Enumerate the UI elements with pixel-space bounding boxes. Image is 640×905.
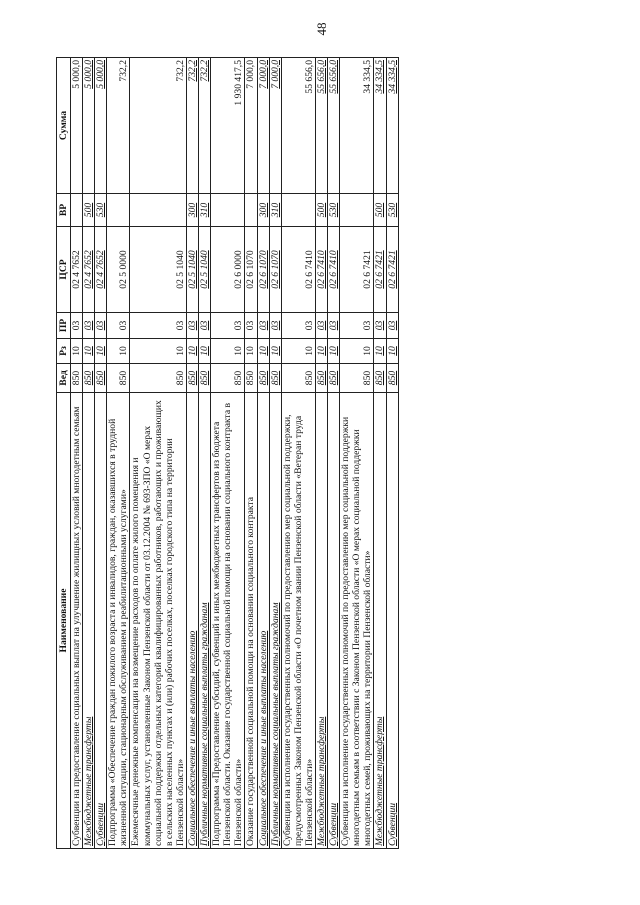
table-row xyxy=(83,58,95,849)
cell-ved: 850 xyxy=(315,364,327,393)
cell-ved: 850 xyxy=(186,364,198,393)
cell-ved: 850 xyxy=(281,364,315,393)
cell-name: Межбюджетные трансферты xyxy=(315,393,327,849)
cell-vr: 310 xyxy=(199,194,211,227)
cell-sum: 7 000,0 xyxy=(245,58,257,194)
cell-pr: 03 xyxy=(386,313,398,339)
cell-sum: 7 000,0 xyxy=(269,58,281,194)
cell-ved: 850 xyxy=(386,364,398,393)
cell-csr: 02 5 1040 xyxy=(130,227,186,313)
cell-name: Ежемесячные денежные компенсации на возмещение расходов по оплате жилого помещения и коммунальных услуг, установленные Законом Пензенской области от 03.12.2004 № 693-ЗПО «О мерах социальной поддержки отдельных категорий квалифицированных работников, работающих и проживающих в сельских населенных пунктах и (или) рабочих поселках, поселках городского типа на территории Пензенской области» xyxy=(130,393,186,849)
table-row xyxy=(130,58,186,849)
cell-sum: 55 656,0 xyxy=(281,58,315,194)
cell-name: Публичные нормативные социальные выплаты гражданам xyxy=(269,393,281,849)
table-row xyxy=(257,58,269,849)
table-row xyxy=(269,58,281,849)
table-row xyxy=(95,58,107,849)
table-row xyxy=(199,58,211,849)
cell-sum: 5 000,0 xyxy=(95,58,107,194)
cell-vr xyxy=(107,194,130,227)
cell-rz: 10 xyxy=(245,339,257,364)
budget-table-container xyxy=(56,58,588,849)
cell-ved: 850 xyxy=(83,364,95,393)
cell-name: Подпрограмма «Обеспечение граждан пожилого возраста и инвалидов, граждан, оказавшихся в трудной жизненной ситуации, стационарным обслуживанием и реабилитационными услугами» xyxy=(107,393,130,849)
cell-vr xyxy=(281,194,315,227)
cell-sum: 732,2 xyxy=(107,58,130,194)
header-name: Наименование xyxy=(57,393,71,849)
cell-ved: 850 xyxy=(245,364,257,393)
cell-sum: 55 656,0 xyxy=(315,58,327,194)
table-row xyxy=(245,58,257,849)
header-rz: Рз xyxy=(57,339,71,364)
cell-rz: 10 xyxy=(186,339,198,364)
cell-ved: 850 xyxy=(107,364,130,393)
cell-csr: 02 6 0000 xyxy=(211,227,245,313)
table-row xyxy=(211,58,245,849)
cell-name: Субвенции xyxy=(386,393,398,849)
cell-pr: 03 xyxy=(315,313,327,339)
cell-rz: 10 xyxy=(386,339,398,364)
cell-rz: 10 xyxy=(269,339,281,364)
cell-rz: 10 xyxy=(340,339,374,364)
cell-ved: 850 xyxy=(269,364,281,393)
cell-rz: 10 xyxy=(328,339,340,364)
table-row xyxy=(186,58,198,849)
cell-csr: 02 4 7652 xyxy=(83,227,95,313)
table-row xyxy=(281,58,315,849)
cell-vr xyxy=(130,194,186,227)
cell-vr: 500 xyxy=(315,194,327,227)
cell-csr: 02 6 7421 xyxy=(340,227,374,313)
cell-sum: 5 000,0 xyxy=(71,58,83,194)
cell-vr: 300 xyxy=(257,194,269,227)
cell-sum: 34 334,5 xyxy=(386,58,398,194)
table-row xyxy=(71,58,83,849)
cell-rz: 10 xyxy=(107,339,130,364)
cell-ved: 850 xyxy=(95,364,107,393)
cell-csr: 02 5 1040 xyxy=(186,227,198,313)
cell-name: Публичные нормативные социальные выплаты гражданам xyxy=(199,393,211,849)
cell-rz: 10 xyxy=(130,339,186,364)
cell-rz: 10 xyxy=(83,339,95,364)
cell-pr: 03 xyxy=(107,313,130,339)
cell-csr: 02 6 7421 xyxy=(374,227,386,313)
cell-pr: 03 xyxy=(71,313,83,339)
cell-sum: 55 656,0 xyxy=(328,58,340,194)
table-row xyxy=(107,58,130,849)
table-row xyxy=(340,58,374,849)
header-vr: ВР xyxy=(57,194,71,227)
cell-csr: 02 6 1070 xyxy=(245,227,257,313)
table-header-row xyxy=(57,58,71,849)
cell-csr: 02 4 7652 xyxy=(95,227,107,313)
cell-name: Субвенции на исполнение государственных полномочий по предоставлению мер социальной поддержки, предусмотренных Законом Пензенской области «О почетном звании Пензенской области «Ветеран труда Пензенской области» xyxy=(281,393,315,849)
cell-pr: 03 xyxy=(95,313,107,339)
cell-pr: 03 xyxy=(245,313,257,339)
cell-ved: 850 xyxy=(130,364,186,393)
cell-ved: 850 xyxy=(211,364,245,393)
cell-rz: 10 xyxy=(95,339,107,364)
page-number: 48 xyxy=(314,22,329,36)
cell-pr: 03 xyxy=(83,313,95,339)
cell-rz: 10 xyxy=(71,339,83,364)
cell-sum: 732,2 xyxy=(130,58,186,194)
cell-rz: 10 xyxy=(211,339,245,364)
cell-ved: 850 xyxy=(199,364,211,393)
cell-csr: 02 4 7652 xyxy=(71,227,83,313)
cell-sum: 34 334,5 xyxy=(374,58,386,194)
cell-csr: 02 5 0000 xyxy=(107,227,130,313)
cell-pr: 03 xyxy=(199,313,211,339)
cell-name: Субвенции xyxy=(95,393,107,849)
cell-csr: 02 6 7410 xyxy=(315,227,327,313)
header-csr: ЦСР xyxy=(57,227,71,313)
cell-sum: 732,2 xyxy=(186,58,198,194)
cell-rz: 10 xyxy=(281,339,315,364)
cell-rz: 10 xyxy=(374,339,386,364)
cell-pr: 03 xyxy=(269,313,281,339)
cell-pr: 03 xyxy=(211,313,245,339)
cell-pr: 03 xyxy=(340,313,374,339)
cell-name: Межбюджетные трансферты xyxy=(374,393,386,849)
cell-sum: 1 930 417,5 xyxy=(211,58,245,194)
cell-vr: 500 xyxy=(374,194,386,227)
cell-name: Субвенции xyxy=(328,393,340,849)
cell-rz: 10 xyxy=(315,339,327,364)
cell-sum: 5 000,0 xyxy=(83,58,95,194)
cell-csr: 02 6 1070 xyxy=(257,227,269,313)
cell-name: Подпрограмма «Предоставление субсидий, субвенций и иных межбюджетных трансфертов из бюджета Пензенской области. Оказание государственной социальной помощи на основании социального контракта в Пензенской области» xyxy=(211,393,245,849)
cell-name: Оказание государственной социальной помощи на основании социального контракта xyxy=(245,393,257,849)
table-row xyxy=(386,58,398,849)
cell-ved: 850 xyxy=(71,364,83,393)
cell-rz: 10 xyxy=(199,339,211,364)
cell-pr: 03 xyxy=(257,313,269,339)
cell-pr: 03 xyxy=(328,313,340,339)
cell-rz: 10 xyxy=(257,339,269,364)
cell-sum: 34 334,5 xyxy=(340,58,374,194)
cell-csr: 02 6 7410 xyxy=(281,227,315,313)
cell-name: Социальное обеспечение и иные выплаты населению xyxy=(257,393,269,849)
cell-ved: 850 xyxy=(257,364,269,393)
cell-pr: 03 xyxy=(374,313,386,339)
cell-vr: 310 xyxy=(269,194,281,227)
cell-pr: 03 xyxy=(186,313,198,339)
cell-vr: 300 xyxy=(186,194,198,227)
cell-name: Субвенции на исполнение государственных полномочий по предоставлению мер социальной поддержки многодетным семьям в соответствии с Законом Пензенской области «О мерах социальной поддержки многодетных семей, проживающих на территории Пензенской области» xyxy=(340,393,374,849)
cell-ved: 850 xyxy=(340,364,374,393)
cell-csr: 02 6 7410 xyxy=(328,227,340,313)
budget-table xyxy=(56,57,399,849)
cell-vr: 500 xyxy=(83,194,95,227)
header-ved: Вед xyxy=(57,364,71,393)
cell-vr xyxy=(71,194,83,227)
cell-csr: 02 6 7421 xyxy=(386,227,398,313)
cell-name: Межбюджетные трансферты xyxy=(83,393,95,849)
cell-ved: 850 xyxy=(374,364,386,393)
table-row xyxy=(328,58,340,849)
cell-vr: 530 xyxy=(328,194,340,227)
cell-vr xyxy=(211,194,245,227)
header-sum: Сумма xyxy=(57,58,71,194)
cell-vr: 530 xyxy=(95,194,107,227)
header-pr: ПР xyxy=(57,313,71,339)
cell-vr xyxy=(245,194,257,227)
cell-sum: 7 000,0 xyxy=(257,58,269,194)
cell-csr: 02 5 1040 xyxy=(199,227,211,313)
cell-sum: 732,2 xyxy=(199,58,211,194)
cell-vr xyxy=(340,194,374,227)
cell-vr: 530 xyxy=(386,194,398,227)
cell-name: Субвенции на предоставление социальных выплат на улучшение жилищных условий многодетным семьям xyxy=(71,393,83,849)
table-row xyxy=(315,58,327,849)
table-row xyxy=(374,58,386,849)
cell-pr: 03 xyxy=(130,313,186,339)
cell-pr: 03 xyxy=(281,313,315,339)
cell-csr: 02 6 1070 xyxy=(269,227,281,313)
cell-name: Социальное обеспечение и иные выплаты населению xyxy=(186,393,198,849)
cell-ved: 850 xyxy=(328,364,340,393)
